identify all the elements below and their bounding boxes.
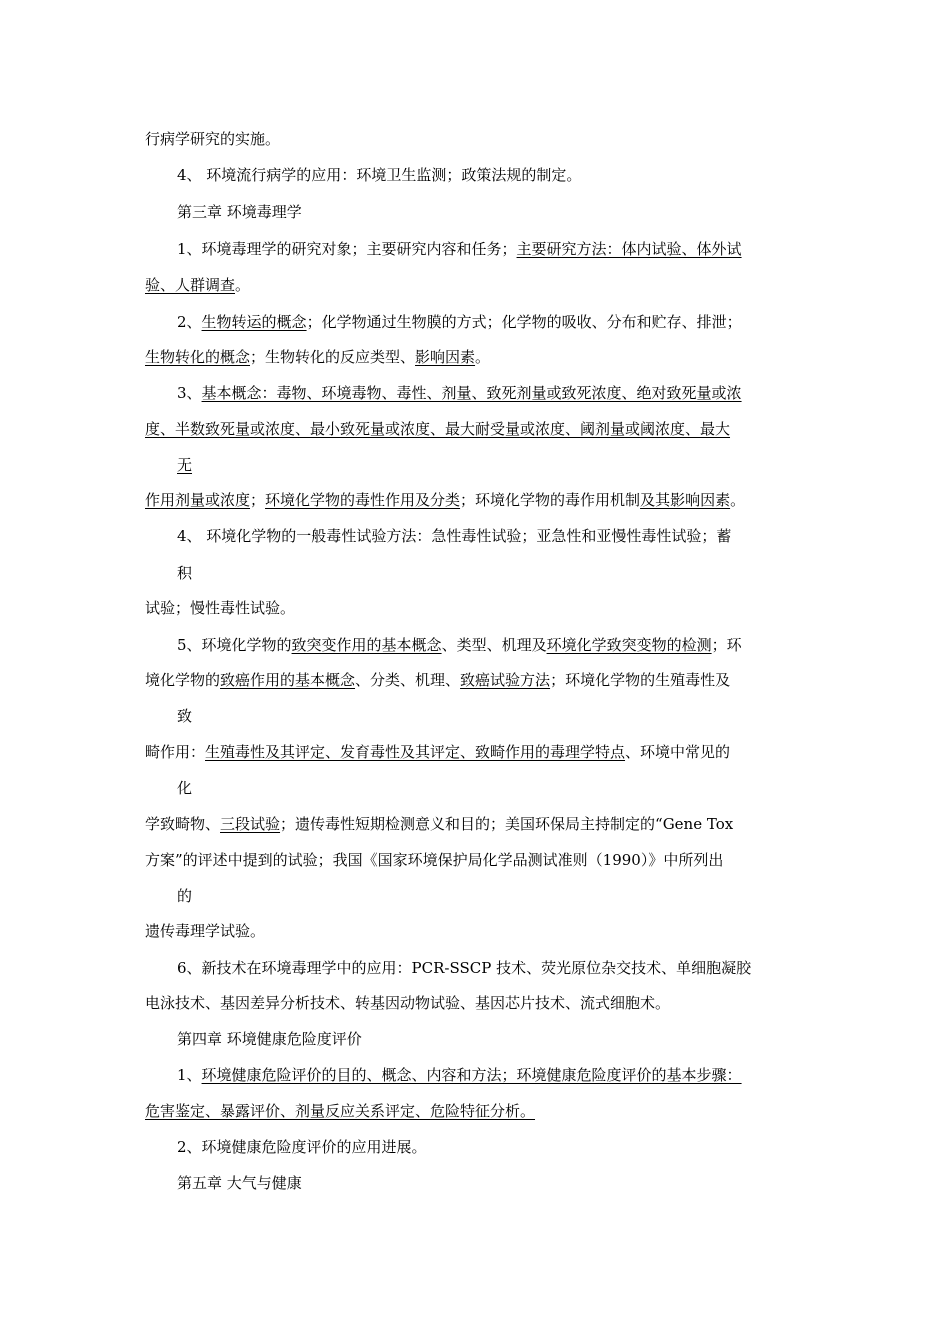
text-segment: 遗传毒理学试验。 xyxy=(145,922,266,940)
underlined-text: 致突变作用的基本概念 xyxy=(291,636,442,654)
text-line xyxy=(145,921,265,941)
text-line xyxy=(177,778,192,798)
text-segment: 化 xyxy=(177,779,193,797)
text-segment: 1、环境毒理学的研究对象；主要研究内容和任务； xyxy=(177,240,517,258)
underlined-text: 及其影响因素 xyxy=(640,491,731,509)
text-segment: ；环 xyxy=(711,636,742,654)
underlined-text: 环境健康危险评价的目的、概念、内容和方法；环境健康危险度评价的基本步骤： xyxy=(201,1066,742,1084)
text-segment: 。 xyxy=(730,491,746,509)
underlined-text: 验、人群调查 xyxy=(145,276,236,294)
underlined-text: 三段试验 xyxy=(220,815,281,833)
text-segment: 第三章 环境毒理学 xyxy=(177,203,302,221)
chapter-heading xyxy=(177,1029,362,1049)
underlined-text: 影响因素 xyxy=(415,348,476,366)
underlined-text: 度、半数致死量或浓度、最小致死量或浓度、最大耐受量或浓度、阈剂量或阈浓度、最大 xyxy=(145,420,731,438)
text-segment: 、环境中常见的 xyxy=(625,743,731,761)
underlined-text: 致癌试验方法 xyxy=(460,671,551,689)
text-line xyxy=(145,670,730,690)
text-segment: 5、环境化学物的 xyxy=(177,636,292,654)
text-segment: ；环境化学物的毒作用机制 xyxy=(460,491,641,509)
text-line xyxy=(145,419,730,439)
text-segment: ；遗传毒性短期检测意义和目的；美国环保局主持制定的“Gene Tox xyxy=(280,815,734,833)
text-segment: 行病学研究的实施。 xyxy=(145,130,281,148)
text-segment: 2、环境健康危险度评价的应用进展。 xyxy=(177,1138,427,1156)
text-segment: 电泳技术、基因差异分析技术、转基因动物试验、基因芯片技术、流式细胞术。 xyxy=(145,994,671,1012)
text-segment: 积 xyxy=(177,564,193,582)
underlined-text: 致癌作用的基本概念 xyxy=(220,671,356,689)
chapter-heading xyxy=(177,202,302,222)
text-segment: 第四章 环境健康危险度评价 xyxy=(177,1030,362,1048)
underlined-text: 危害鉴定、暴露评价、剂量反应关系评定、危险特征分析。 xyxy=(145,1102,536,1120)
text-segment: ；生物转化的反应类型、 xyxy=(250,348,416,366)
text-line xyxy=(145,490,745,510)
text-segment: ；化学物通过生物膜的方式；化学物的吸收、分布和贮存、排泄； xyxy=(306,313,742,331)
text-line xyxy=(145,129,280,149)
text-segment: 6、新技术在环境毒理学中的应用：PCR-SSCP 技术、荧光原位杂交技术、单细胞凝胶 xyxy=(177,959,752,977)
text-line xyxy=(145,993,670,1013)
text-segment: 试验；慢性毒性试验。 xyxy=(145,599,296,617)
underlined-text: 基本概念：毒物、环境毒物、毒性、剂量、致死剂量或致死浓度、绝对致死量或浓 xyxy=(201,384,742,402)
text-line xyxy=(177,958,751,978)
underlined-text: 生物转化的概念 xyxy=(145,348,251,366)
underlined-text: 生物转运的概念 xyxy=(201,313,307,331)
text-segment: 学致畸物、 xyxy=(145,815,221,833)
text-segment: 。 xyxy=(475,348,491,366)
underlined-text: 作用剂量或浓度 xyxy=(145,491,251,509)
text-line xyxy=(145,598,295,618)
text-segment: 方案”的评述中提到的试验；我国《国家环境保护局化学品测试准则（1990）》中所列出 xyxy=(145,851,724,869)
text-segment: ；环境化学物的生殖毒性及 xyxy=(550,671,731,689)
text-line xyxy=(177,312,742,332)
text-segment: 致 xyxy=(177,707,193,725)
text-segment: 第五章 大气与健康 xyxy=(177,1174,302,1192)
text-line xyxy=(177,886,192,906)
chapter-heading xyxy=(177,1173,302,1193)
text-line xyxy=(177,563,192,583)
underlined-text: 无 xyxy=(177,456,193,474)
text-line xyxy=(177,1065,742,1085)
text-segment: 3、 xyxy=(177,384,202,402)
text-line xyxy=(145,275,250,295)
underlined-text: 环境化学物的毒性作用及分类 xyxy=(265,491,461,509)
text-segment: 境化学物的 xyxy=(145,671,221,689)
text-segment: 的 xyxy=(177,887,193,905)
text-line xyxy=(145,1101,535,1121)
text-line xyxy=(177,165,581,185)
text-segment: 畸作用： xyxy=(145,743,206,761)
text-line xyxy=(177,526,731,546)
text-line xyxy=(177,706,192,726)
text-line xyxy=(145,814,733,834)
text-line xyxy=(145,850,723,870)
underlined-text: 主要研究方法：体内试验、体外试 xyxy=(516,240,742,258)
text-segment: ； xyxy=(250,491,266,509)
text-line xyxy=(145,742,730,762)
text-segment: 、分类、机理、 xyxy=(355,671,461,689)
text-line xyxy=(145,347,490,367)
text-line xyxy=(177,635,742,655)
text-line xyxy=(177,1137,427,1157)
text-segment: 1、 xyxy=(177,1066,202,1084)
underlined-text: 生殖毒性及其评定、发育毒性及其评定、致畸作用的毒理学特点 xyxy=(205,743,626,761)
text-segment: 、类型、机理及 xyxy=(441,636,547,654)
text-segment: 4、 环境化学物的一般毒性试验方法：急性毒性试验；亚急性和亚慢性毒性试验；蓄 xyxy=(177,527,732,545)
underlined-text: 环境化学致突变物的检测 xyxy=(546,636,712,654)
text-line xyxy=(177,239,742,259)
text-line xyxy=(177,455,192,475)
text-segment: 。 xyxy=(235,276,251,294)
text-line xyxy=(177,383,742,403)
text-segment: 2、 xyxy=(177,313,202,331)
text-segment: 4、 环境流行病学的应用：环境卫生监测；政策法规的制定。 xyxy=(177,166,582,184)
